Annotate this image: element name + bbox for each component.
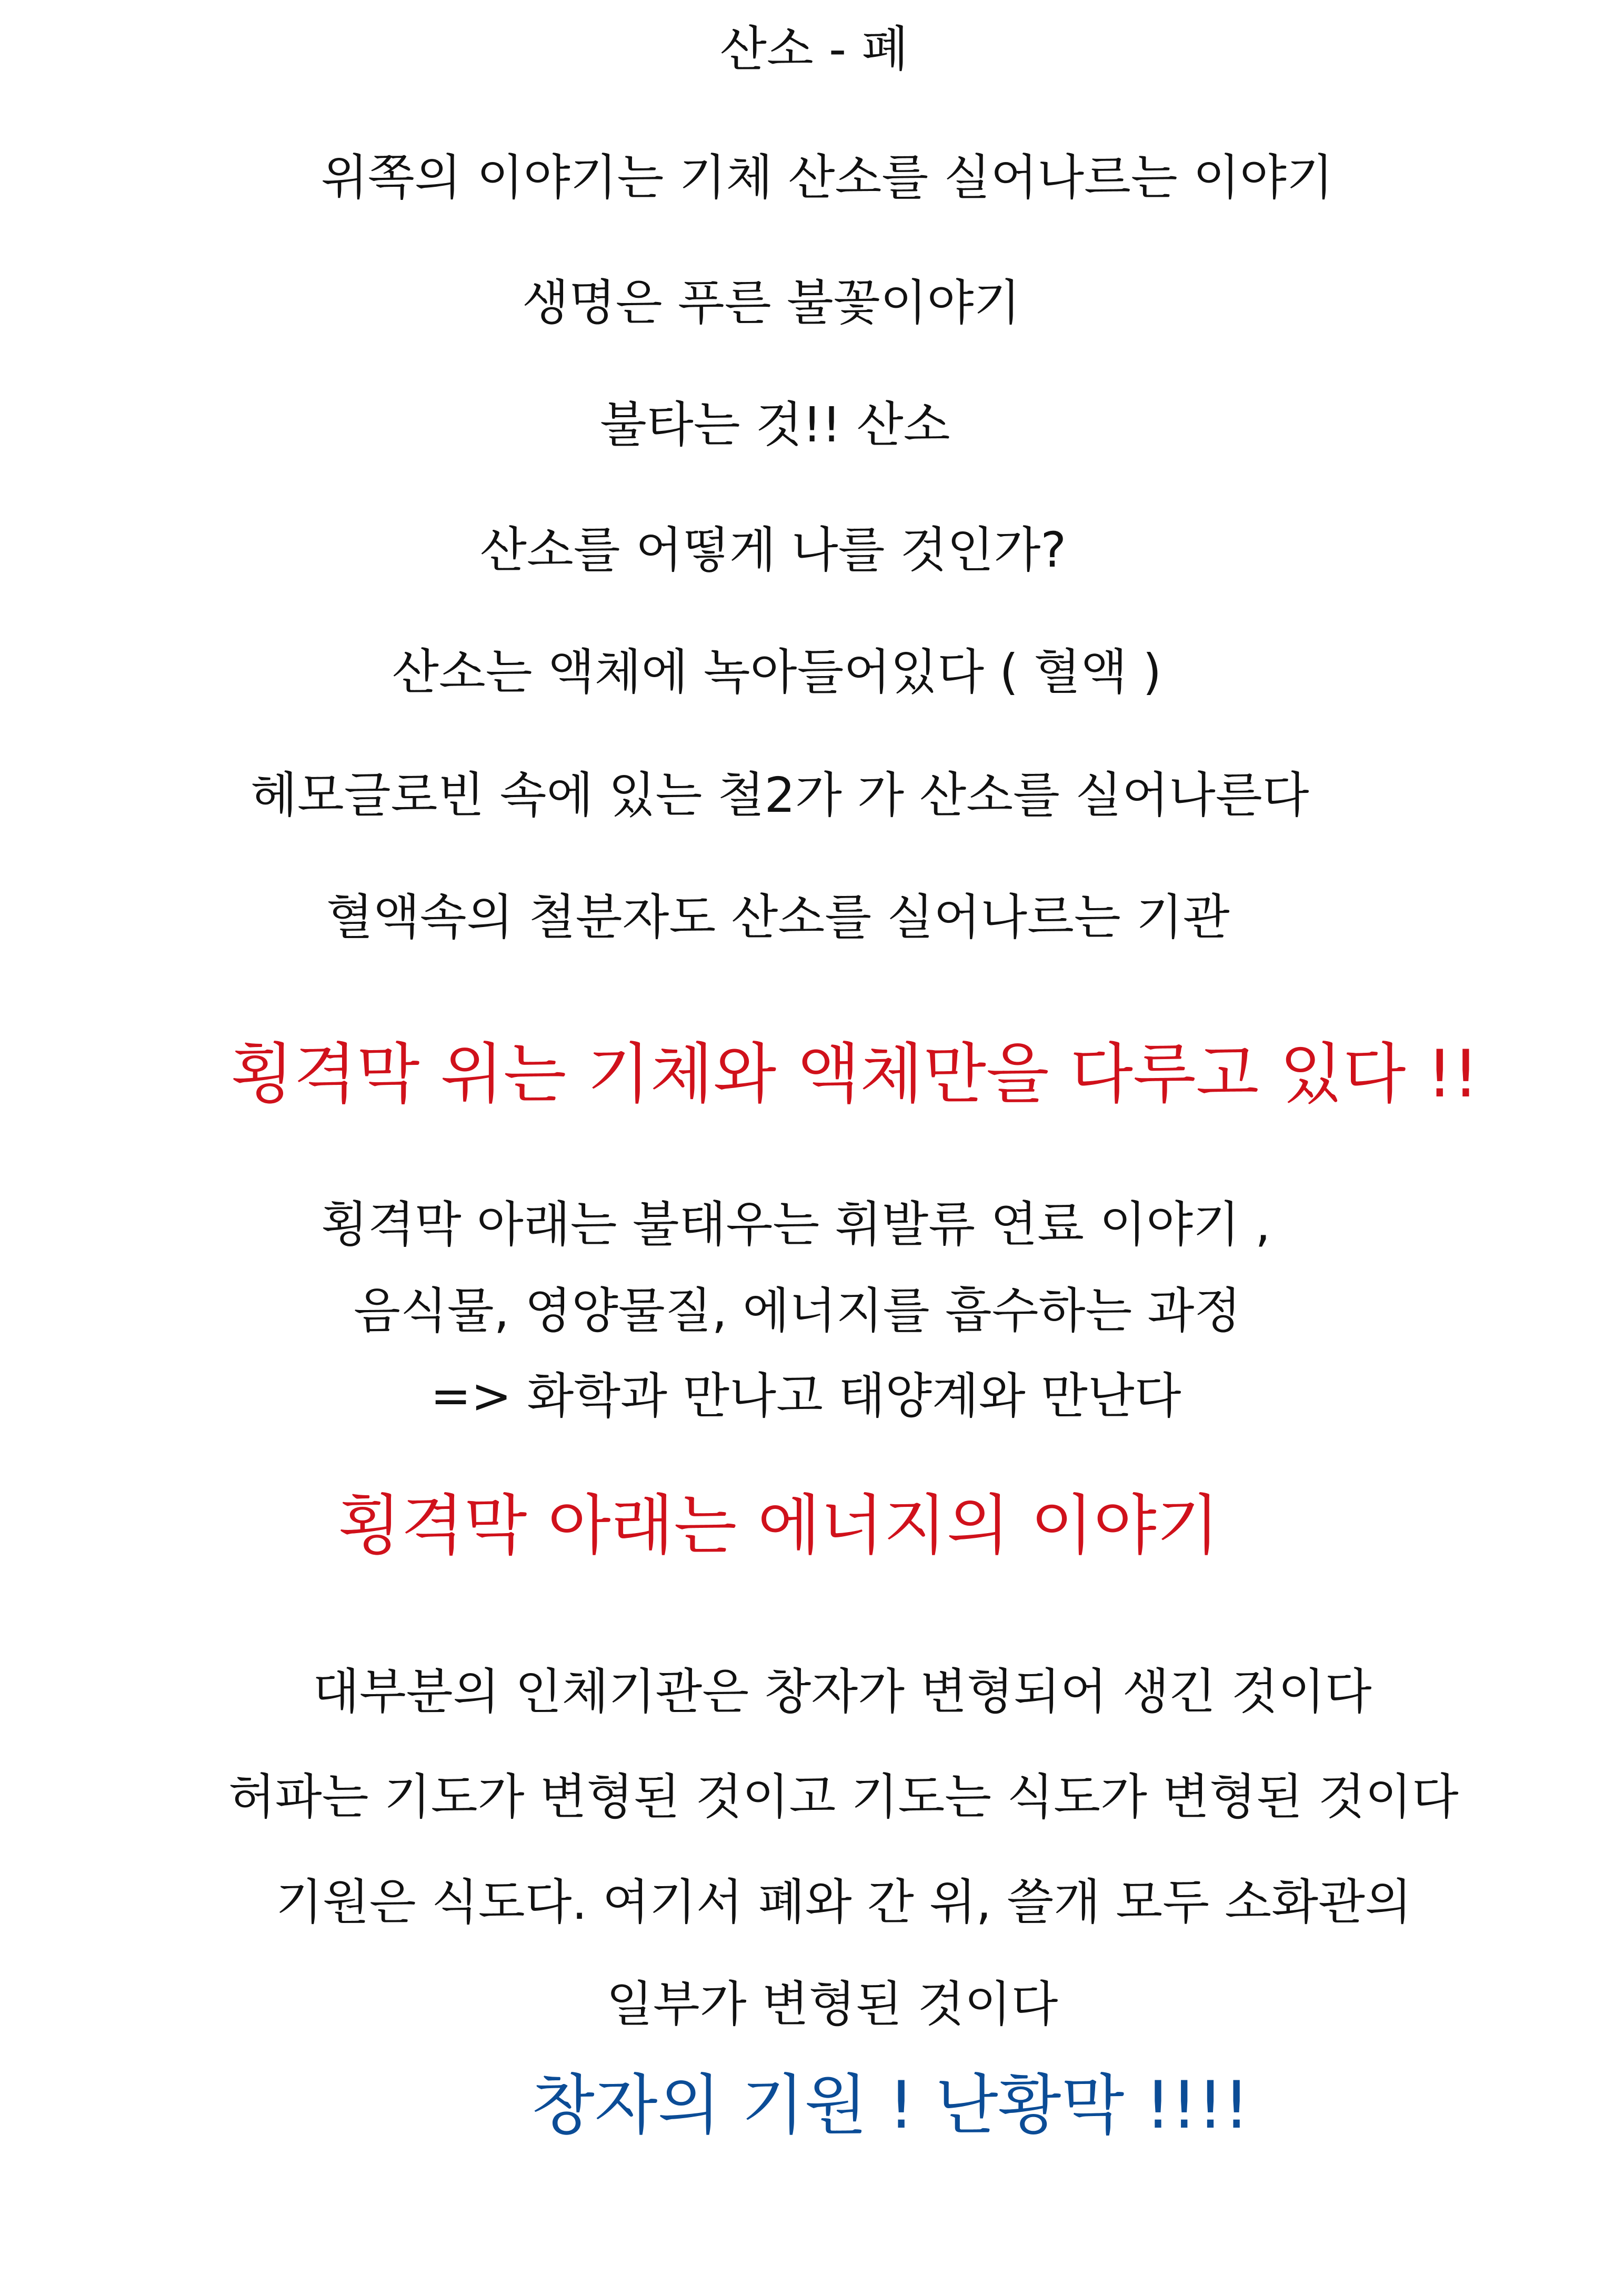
text-line: 불타는 것!! 산소 [600,397,950,453]
text-line: 일부가 변형된 것이다 [606,1976,1058,2032]
text-line: 헤모글로빈 속에 있는 철2가 가 산소를 실어나른다 [250,767,1309,823]
text-line: 위쪽의 이야기는 기체 산소를 실어나르는 이야기 [321,149,1334,206]
highlight-heading-blue: 창자의 기원 ! 난황막 !!!! [532,2068,1250,2143]
text-line: 허파는 기도가 변형된 것이고 기도는 식도가 변형된 것이다 [228,1769,1459,1825]
text-line: 혈액속의 철분자도 산소를 실어나르는 기관 [326,889,1230,945]
page-title: 산소 - 폐 [720,21,909,77]
text-line: 산소는 액체에 녹아들어있다 ( 혈액 ) [392,644,1162,700]
highlight-heading-red: 횡격막 위는 기체와 액체만을 다루고 있다 !! [230,1036,1479,1112]
text-line: 횡격막 아래는 불태우는 휘발류 연료 이야기 , [321,1196,1271,1253]
text-line: => 화학과 만나고 태양계와 만난다 [430,1368,1181,1424]
text-line: 산소를 어떻게 나를 것인가? [480,522,1067,578]
highlight-heading-red: 횡격막 아래는 에너지의 이야기 [338,1488,1220,1564]
text-line: 대부분의 인체기관은 창자가 변형되어 생긴 것이다 [313,1664,1372,1720]
text-line: 생명은 푸른 불꽃이야기 [522,275,1021,331]
text-line: 음식물, 영양물질, 에너지를 흡수하는 과정 [354,1283,1241,1339]
text-line: 기원은 식도다. 여기서 폐와 간 위, 쓸개 모두 소화관의 [276,1874,1412,1930]
